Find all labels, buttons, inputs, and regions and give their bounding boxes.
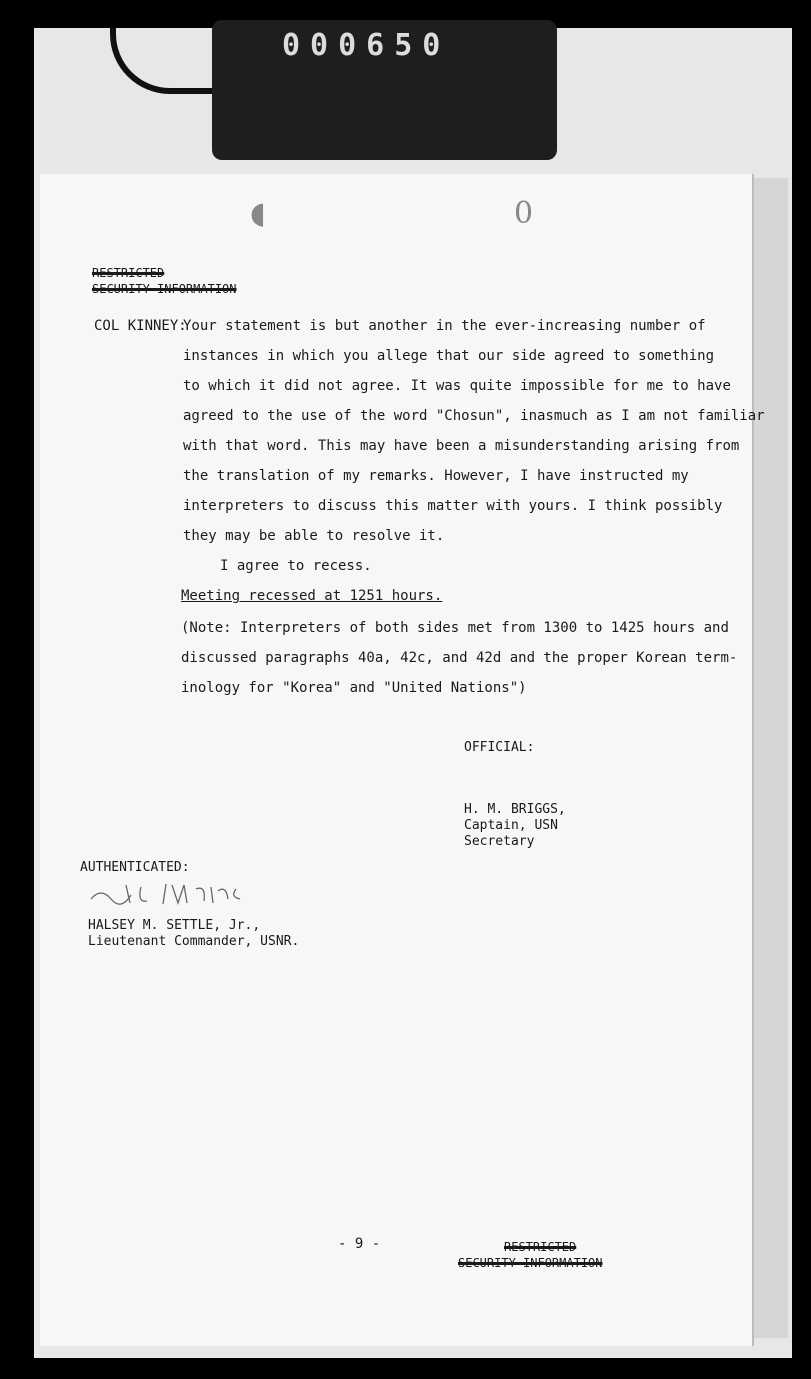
recess-line: I agree to recess. xyxy=(220,558,372,574)
note-line: inology for "Korea" and "United Nations") xyxy=(181,680,527,696)
speaker-label: COL KINNEY: xyxy=(94,318,187,334)
punch-hole-right: 0 xyxy=(514,196,534,231)
authenticated-label: AUTHENTICATED: xyxy=(80,860,190,875)
body-line: instances in which you allege that our side agreed to something xyxy=(183,348,715,364)
punch-hole-left: ◖ xyxy=(250,196,266,231)
handwritten-signature xyxy=(86,879,256,909)
note-line: (Note: Interpreters of both sides met from 1300 to 1425 hours and xyxy=(181,620,729,636)
classification-footer-line1: RESTRICTED xyxy=(504,1240,577,1254)
frame-counter xyxy=(212,20,557,160)
body-line: the translation of my remarks. However, I have instructed my xyxy=(183,468,689,484)
official-title: Secretary xyxy=(464,834,535,849)
authenticated-rank: Lieutenant Commander, USNR. xyxy=(88,934,300,949)
authenticated-name: HALSEY M. SETTLE, Jr., xyxy=(88,918,261,933)
official-label: OFFICIAL: xyxy=(464,740,535,755)
classification-header-line1: RESTRICTED xyxy=(92,266,165,280)
counter-digits: 000650 xyxy=(282,28,451,63)
body-line: Your statement is but another in the ever-increasing number of xyxy=(183,318,706,334)
meeting-recessed-line: Meeting recessed at 1251 hours. xyxy=(181,588,443,604)
official-rank: Captain, USN xyxy=(464,818,558,833)
body-line: interpreters to discuss this matter with yours. I think possibly xyxy=(183,498,723,514)
note-line: discussed paragraphs 40a, 42c, and 42d and the proper Korean term- xyxy=(181,650,738,666)
page-number: - 9 - xyxy=(338,1236,381,1252)
body-line: to which it did not agree. It was quite impossible for me to have xyxy=(183,378,731,394)
document-page xyxy=(40,174,765,1346)
classification-footer-line2: SECURITY INFORMATION xyxy=(458,1256,603,1270)
body-line: they may be able to resolve it. xyxy=(183,528,445,544)
classification-header-line2: SECURITY INFORMATION xyxy=(92,282,237,296)
body-line: agreed to the use of the word "Chosun", inasmuch as I am not familiar xyxy=(183,408,765,424)
body-line: with that word. This may have been a misunderstanding arising from xyxy=(183,438,740,454)
official-name: H. M. BRIGGS, xyxy=(464,802,566,817)
